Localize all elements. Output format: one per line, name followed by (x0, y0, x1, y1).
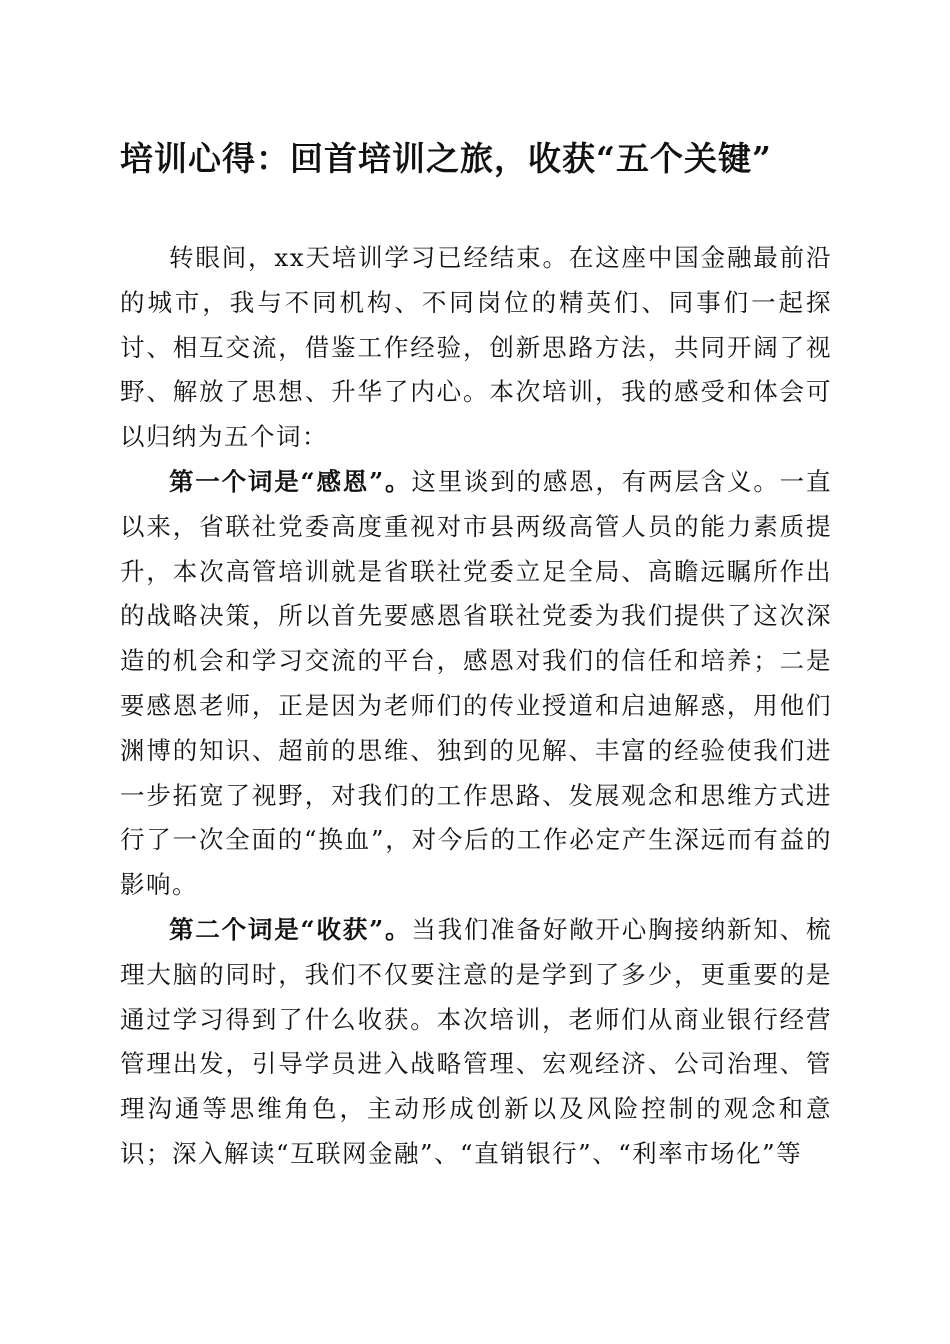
document-body (120, 236, 832, 1177)
paragraph-harvest-text: 当我们准备好敞开心胸接纳新知、梳理大脑的同时，我们不仅要注意的是学到了多少，更重要的是通过学习得到了什么收获。本次培训，老师们从商业银行经营管理出发，引导学员进入战略管理、宏观经济、公司治理、管理沟通等思维角色，主动形成创新以及风险控制的观念和意识；深入解读“互联网金融”、“直销银行”、“利率市场化”等 (120, 914, 832, 1168)
paragraph-gratitude-text: 这里谈到的感恩，有两层含义。一直以来，省联社党委高度重视对市县两级高管人员的能力素质提升，本次高管培训就是省联社党委立足全局、高瞻远瞩所作出的战略决策，所以首先要感恩省联社党委为我们提供了这次深造的机会和学习交流的平台，感恩对我们的信任和培养；二是要感恩老师，正是因为老师们的传业授道和启迪解惑，用他们渊博的知识、超前的思维、独到的见解、丰富的经验使我们进一步拓宽了视野，对我们的工作思路、发展观念和思维方式进行了一次全面的“换血”，对今后的工作必定产生深远而有益的影响。 (120, 466, 832, 900)
paragraph-intro-text: 转眼间，xx天培训学习已经结束。在这座中国金融最前沿的城市，我与不同机构、不同岗位的精英们、同事们一起探讨、相互交流，借鉴工作经验，创新思路方法，共同开阔了视野、解放了思想、升华了内心。本次培训，我的感受和体会可以归纳为五个词： (120, 243, 832, 452)
paragraph-intro (120, 236, 832, 460)
paragraph-gratitude-lead: 第一个词是“感恩”。 (169, 466, 412, 496)
paragraph-harvest-lead: 第二个词是“收获”。 (169, 914, 412, 944)
paragraph-harvest (120, 908, 832, 1177)
paragraph-gratitude (120, 460, 832, 908)
document-title: 培训心得：回首培训之旅，收获“五个关键” (120, 139, 772, 178)
